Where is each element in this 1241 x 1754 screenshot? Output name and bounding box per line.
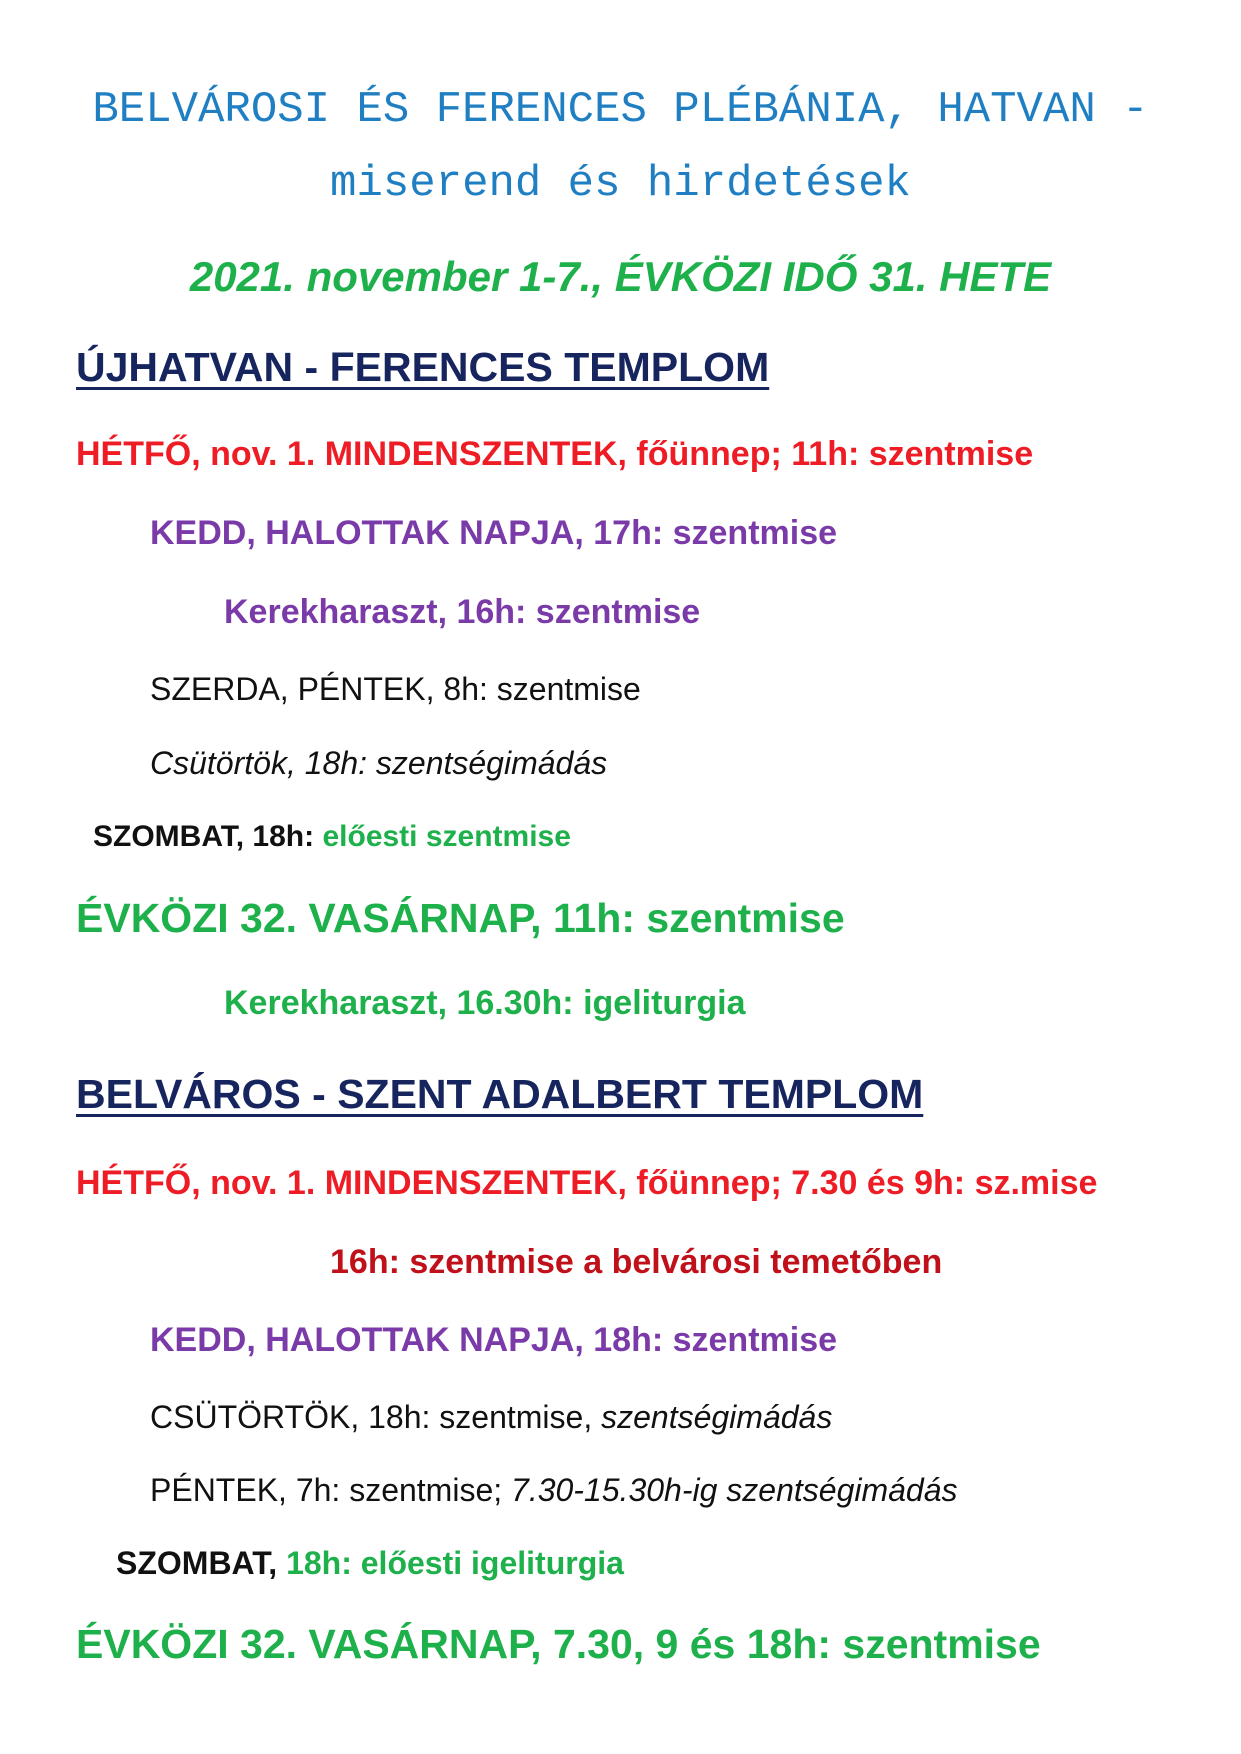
section-title-ujhatvan: ÚJHATVAN - FERENCES TEMPLOM xyxy=(76,344,770,390)
belvaros-tuesday: KEDD, HALOTTAK NAPJA, 18h: szentmise xyxy=(150,1321,838,1359)
ujhatvan-wed-fri: SZERDA, PÉNTEK, 8h: szentmise xyxy=(150,671,641,707)
belvaros-monday-cemetery: 16h: szentmise a belvárosi temetőben xyxy=(330,1243,943,1281)
belvaros-thursday-main: CSÜTÖRTÖK, 18h: szentmise, xyxy=(150,1399,593,1435)
page-title: BELVÁROSI ÉS FERENCES PLÉBÁNIA, HATVAN - xyxy=(92,85,1149,135)
belvaros-saturday-label: SZOMBAT, xyxy=(116,1545,278,1581)
ujhatvan-sunday: ÉVKÖZI 32. VASÁRNAP, 11h: szentmise xyxy=(76,895,845,941)
ujhatvan-tuesday: KEDD, HALOTTAK NAPJA, 17h: szentmise xyxy=(150,514,838,552)
ujhatvan-saturday-label: SZOMBAT, 18h: xyxy=(93,820,315,853)
belvaros-sunday: ÉVKÖZI 32. VASÁRNAP, 7.30, 9 és 18h: szentmise xyxy=(76,1621,1041,1667)
belvaros-thursday-adoration: szentségimádás xyxy=(601,1399,833,1435)
belvaros-thursday xyxy=(150,1398,832,1436)
ujhatvan-kerekharaszt: Kerekharaszt, 16h: szentmise xyxy=(224,593,701,631)
belvaros-saturday xyxy=(116,1544,624,1582)
page-subtitle: miserend és hirdetések xyxy=(330,159,911,209)
ujhatvan-saturday-event: előesti szentmise xyxy=(322,820,571,853)
belvaros-friday-adoration: 7.30-15.30h-ig szentségimádás xyxy=(511,1472,958,1508)
belvaros-friday-main: PÉNTEK, 7h: szentmise; xyxy=(150,1472,503,1508)
ujhatvan-monday: HÉTFŐ, nov. 1. MINDENSZENTEK, főünnep; 11h: szentmise xyxy=(76,435,1034,473)
section-title-belvaros: BELVÁROS - SZENT ADALBERT TEMPLOM xyxy=(76,1071,924,1117)
ujhatvan-saturday xyxy=(93,819,571,855)
ujhatvan-sunday-kerekharaszt: Kerekharaszt, 16.30h: igeliturgia xyxy=(224,984,746,1022)
belvaros-monday: HÉTFŐ, nov. 1. MINDENSZENTEK, főünnep; 7.30 és 9h: sz.mise xyxy=(76,1164,1098,1202)
week-heading: 2021. november 1-7., ÉVKÖZI IDŐ 31. HETE xyxy=(189,253,1052,300)
belvaros-saturday-event: 18h: előesti igeliturgia xyxy=(286,1545,624,1581)
belvaros-friday xyxy=(150,1471,958,1509)
ujhatvan-thursday: Csütörtök, 18h: szentségimádás xyxy=(150,745,608,781)
